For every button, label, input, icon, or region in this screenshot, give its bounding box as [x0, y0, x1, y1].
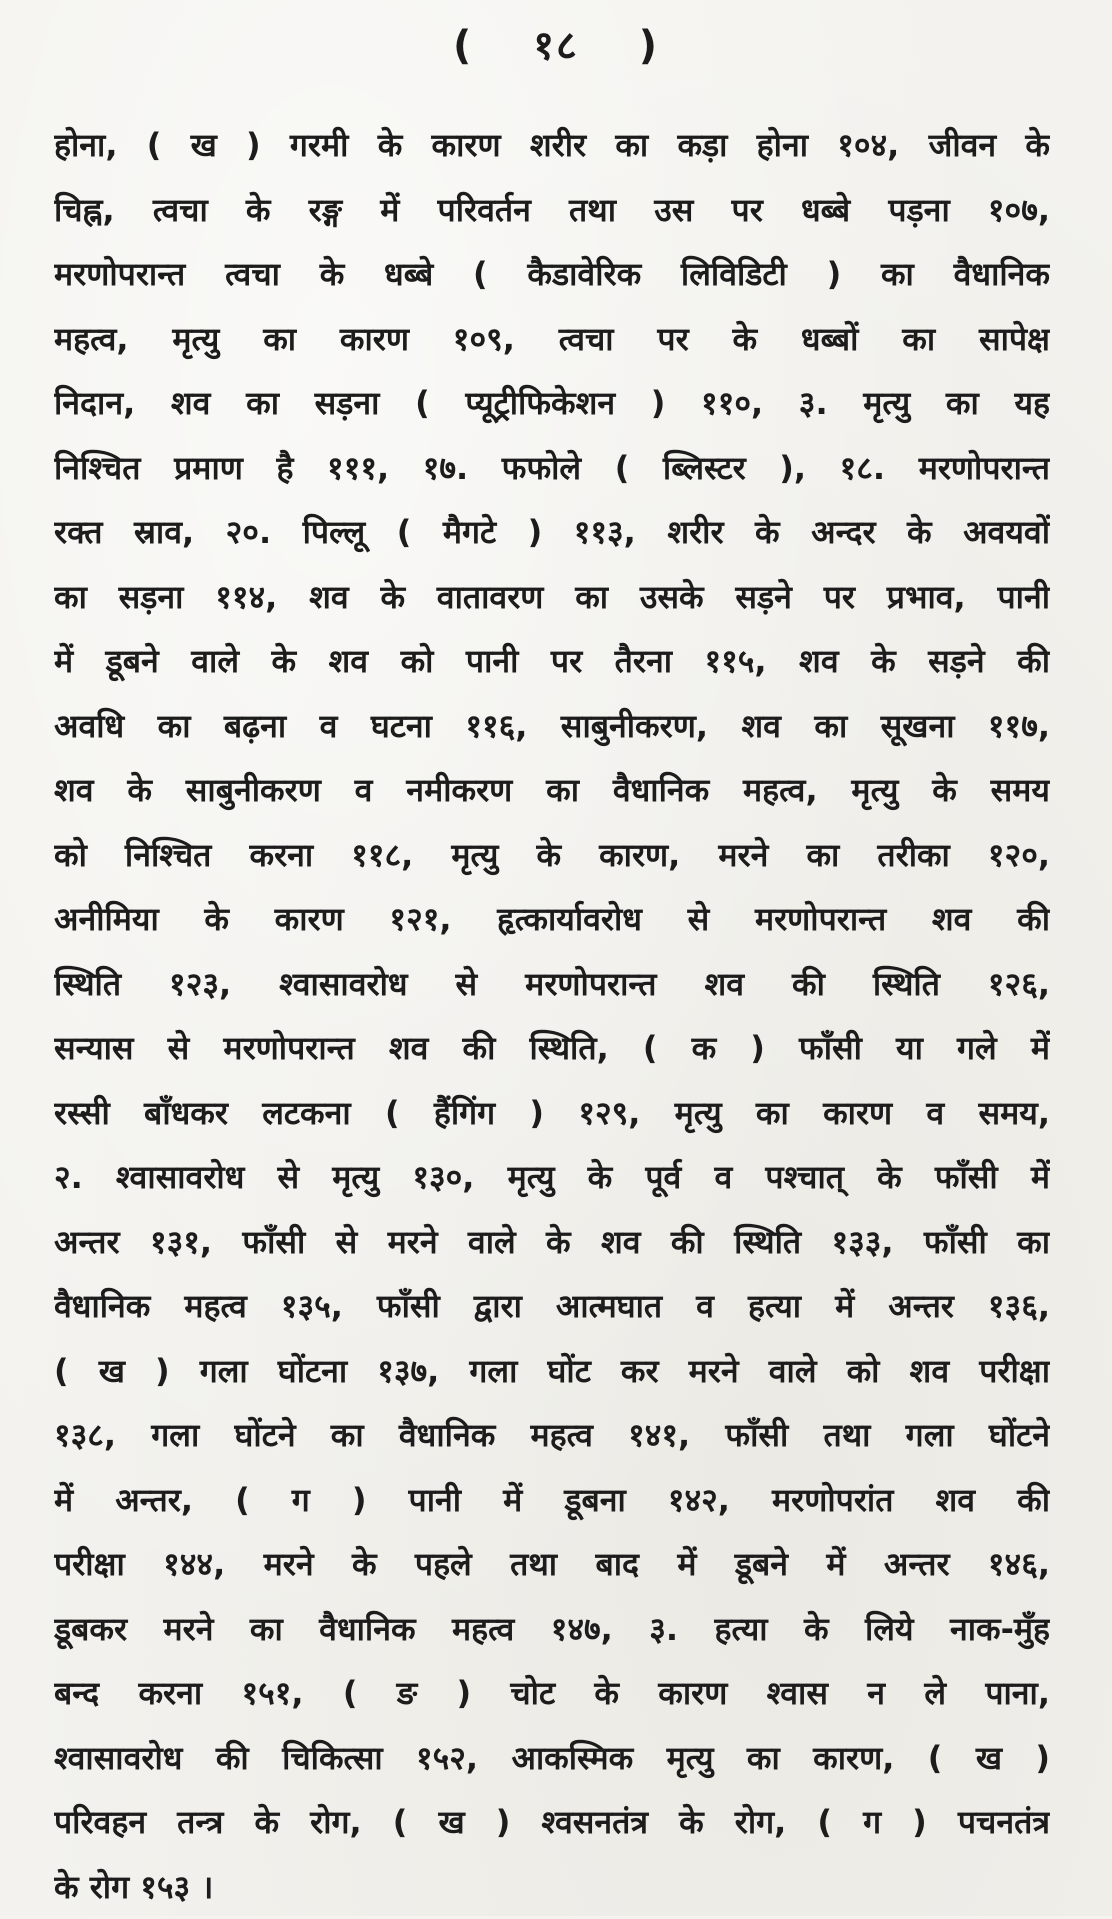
text-line: १३८, गला घोंटने का वैधानिक महत्व १४१, फाँसी तथा गला घोंटने	[54, 1403, 1050, 1468]
text-line: चिह्न, त्वचा के रङ्ग में परिवर्तन तथा उस पर धब्बे पड़ना १०७,	[54, 178, 1050, 243]
text-line: मरणोपरान्त त्वचा के धब्बे ( कैडावेरिक लिविडिटी ) का वैधानिक	[54, 242, 1050, 307]
text-line: ( ख ) गला घोंटना १३७, गला घोंट कर मरने वाले को शव परीक्षा	[54, 1339, 1050, 1404]
text-line: सन्यास से मरणोपरान्त शव की स्थिति, ( क ) फाँसी या गले में	[54, 1016, 1050, 1081]
text-line: बन्द करना १५१, ( ङ ) चोट के कारण श्वास न ले पाना,	[54, 1661, 1050, 1726]
text-line: रस्सी बाँधकर लटकना ( हैंगिंग ) १२९, मृत्यु का कारण व समय,	[54, 1081, 1050, 1146]
index-text-block	[54, 113, 1050, 1919]
text-line: परिवहन तन्त्र के रोग, ( ख ) श्वसनतंत्र के रोग, ( ग ) पचनतंत्र	[54, 1790, 1050, 1855]
text-line: २. श्वासावरोध से मृत्यु १३०, मृत्यु के पूर्व व पश्चात् के फाँसी में	[54, 1145, 1050, 1210]
text-line: वैधानिक महत्व १३५, फाँसी द्वारा आत्मघात व हत्या में अन्तर १३६,	[54, 1274, 1050, 1339]
text-line: निदान, शव का सड़ना ( प्यूट्रीफिकेशन ) ११०, ३. मृत्यु का यह	[54, 371, 1050, 436]
page-number	[0, 18, 1112, 74]
text-line: अनीमिया के कारण १२१, हृत्कार्यावरोध से मरणोपरान्त शव की	[54, 887, 1050, 952]
text-line: डूबकर मरने का वैधानिक महत्व १४७, ३. हत्या के लिये नाक-मुँह	[54, 1597, 1050, 1662]
text-line: निश्चित प्रमाण है १११, १७. फफोले ( ब्लिस्टर ), १८. मरणोपरान्त	[54, 436, 1050, 501]
page-number-open-paren: (	[453, 18, 473, 74]
text-line: में डूबने वाले के शव को पानी पर तैरना ११५, शव के सड़ने की	[54, 629, 1050, 694]
text-line: अन्तर १३१, फाँसी से मरने वाले के शव की स्थिति १३३, फाँसी का	[54, 1210, 1050, 1275]
page-number-value: १८	[533, 23, 579, 69]
text-line: परीक्षा १४४, मरने के पहले तथा बाद में डूबने में अन्तर १४६,	[54, 1532, 1050, 1597]
text-line: महत्व, मृत्यु का कारण १०९, त्वचा पर के धब्बों का सापेक्ष	[54, 307, 1050, 372]
text-line: श्वासावरोध की चिकित्सा १५२, आकस्मिक मृत्यु का कारण, ( ख )	[54, 1726, 1050, 1791]
text-line: अवधि का बढ़ना व घटना ११६, साबुनीकरण, शव का सूखना ११७,	[54, 694, 1050, 759]
page-number-close-paren: )	[639, 18, 659, 74]
text-line: रक्त स्राव, २०. पिल्लू ( मैगटे ) ११३, शरीर के अन्दर के अवयवों	[54, 500, 1050, 565]
text-line: शव के साबुनीकरण व नमीकरण का वैधानिक महत्व, मृत्यु के समय	[54, 758, 1050, 823]
text-line: का सड़ना ११४, शव के वातावरण का उसके सड़ने पर प्रभाव, पानी	[54, 565, 1050, 630]
text-line: के रोग १५३ ।	[54, 1855, 1050, 1919]
text-line: को निश्चित करना ११८, मृत्यु के कारण, मरने का तरीका १२०,	[54, 823, 1050, 888]
text-line: में अन्तर, ( ग ) पानी में डूबना १४२, मरणोपरांत शव की	[54, 1468, 1050, 1533]
text-line: स्थिति १२३, श्वासावरोध से मरणोपरान्त शव की स्थिति १२६,	[54, 952, 1050, 1017]
text-line: होना, ( ख ) गरमी के कारण शरीर का कड़ा होना १०४, जीवन के	[54, 113, 1050, 178]
